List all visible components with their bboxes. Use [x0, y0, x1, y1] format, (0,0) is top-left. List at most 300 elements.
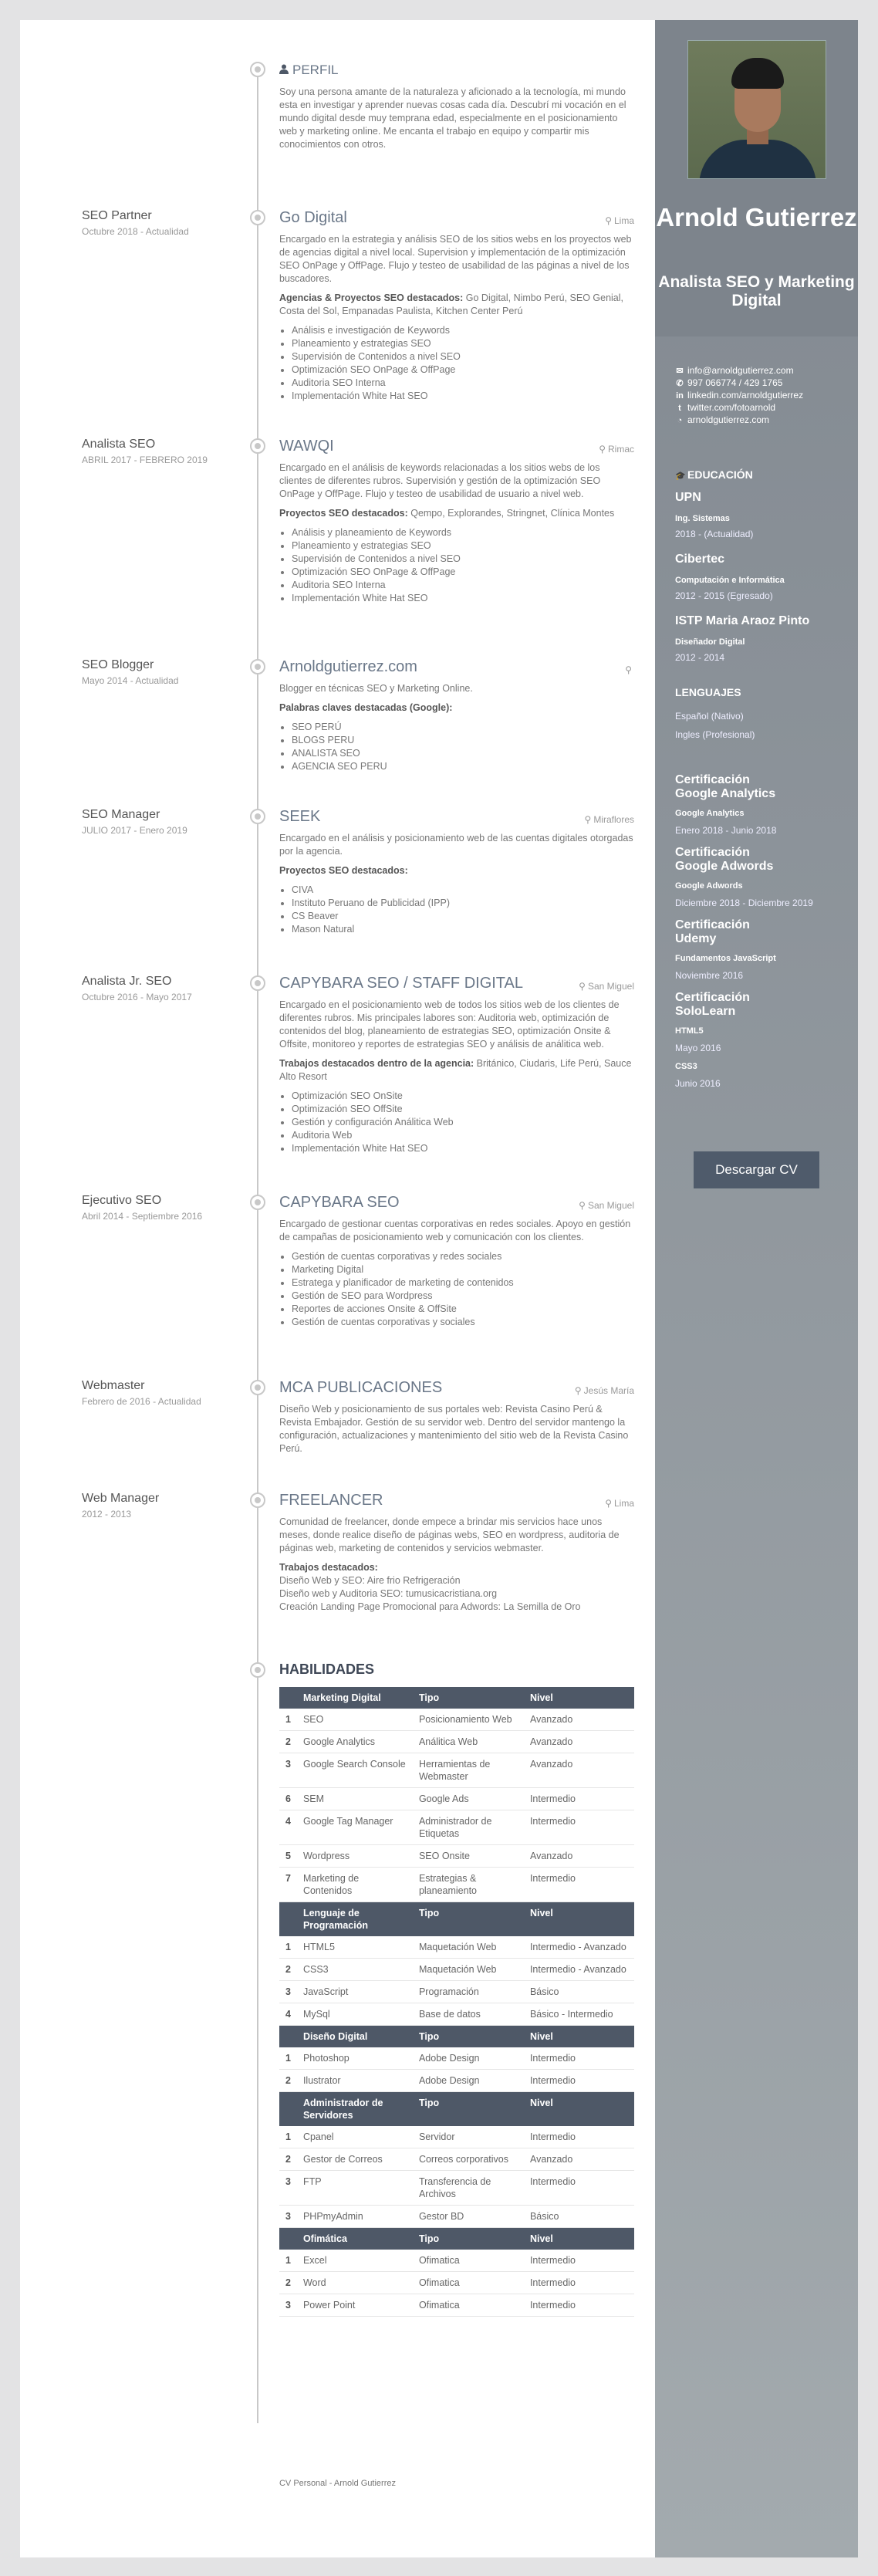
skill-name: SEO [297, 1709, 413, 1731]
company-name: CAPYBARA SEO / STAFF DIGITAL [279, 975, 523, 992]
header-level: Nivel [524, 2026, 634, 2048]
job-tasks [279, 1250, 634, 1329]
skill-row [279, 2171, 634, 2206]
job-task: • Gestión de cuentas corporativas y sociales [292, 1316, 634, 1329]
skill-name: Word [297, 2272, 413, 2294]
job-date: Octubre 2018 - Actualidad [82, 226, 189, 237]
skills-heading: HABILIDADES [279, 1662, 375, 1677]
skill-name: Cpanel [297, 2126, 413, 2148]
job-task: • Auditoria SEO Interna [292, 579, 634, 592]
timeline-dot [250, 659, 265, 674]
cert-dates: Diciembre 2018 - Diciembre 2019 [675, 898, 813, 908]
map-pin-icon: ⚲ [579, 981, 586, 992]
header-type: Tipo [413, 2228, 524, 2250]
skill-name: Gestor de Correos [297, 2148, 413, 2171]
job-task: • Implementación White Hat SEO [292, 592, 634, 605]
group-name: Ofimática [297, 2228, 413, 2250]
skill-index: 2 [279, 1959, 297, 1981]
job-tasks [279, 1090, 634, 1155]
skill-level: Básico [524, 2206, 634, 2228]
skill-index: 5 [279, 1845, 297, 1868]
job-date-block [82, 974, 244, 1003]
job-entry [279, 974, 634, 1155]
skill-level: Básico - Intermedio [524, 2003, 634, 2026]
skill-row [279, 2003, 634, 2026]
project-line: Creación Landing Page Promocional para Adwords: La Semilla de Oro [279, 1601, 581, 1612]
skill-type: Base de datos [413, 2003, 524, 2026]
job-role: Webmaster [82, 1379, 145, 1392]
job-task: • Optimización SEO OffSite [292, 1103, 634, 1116]
cv-page [20, 20, 858, 2557]
job-entry [279, 1491, 634, 1614]
skill-name: PHPmyAdmin [297, 2206, 413, 2228]
skill-type: Adobe Design [413, 2047, 524, 2070]
cert-title: Certificación [675, 918, 750, 931]
skill-level: Avanzado [524, 1845, 634, 1868]
projects-text: Británico, Ciudaris, Life Perú, Sauce Alto Resort [279, 1058, 632, 1082]
envelope-icon: ✉ [676, 367, 684, 376]
cert-dates: Mayo 2016 [675, 1043, 721, 1053]
footer-text: CV Personal - Arnold Gutierrez [279, 2479, 396, 2488]
skill-row [279, 2126, 634, 2148]
skill-name: HTML5 [297, 1936, 413, 1959]
job-date-block [82, 437, 244, 466]
skill-row [279, 2148, 634, 2171]
skill-row [279, 1810, 634, 1845]
skill-index: 4 [279, 2003, 297, 2026]
job-projects [279, 1057, 634, 1083]
location-text: Lima [613, 215, 634, 226]
job-task: • Implementación White Hat SEO [292, 390, 634, 403]
job-task: • Reportes de acciones Onsite & OffSite [292, 1303, 634, 1316]
cert-dates: Enero 2018 - Junio 2018 [675, 825, 777, 836]
skill-row [279, 1936, 634, 1959]
job-company [279, 1378, 634, 1397]
timeline-dot [250, 809, 265, 824]
company-name: CAPYBARA SEO [279, 1194, 400, 1211]
job-company [279, 437, 634, 455]
job-task: • Supervisión de Contenidos a nivel SEO [292, 350, 634, 363]
job-company [279, 208, 634, 227]
skill-type: Administrador de Etiquetas [413, 1810, 524, 1845]
job-date-block [82, 807, 244, 837]
projects-label: Trabajos destacados: [279, 1562, 378, 1573]
cert-name: HTML5 [675, 1026, 704, 1036]
contact-text: 997 066774 / 429 1765 [687, 377, 783, 388]
education-years: 2018 - (Actualidad) [675, 529, 754, 539]
profile-section [279, 60, 634, 151]
education-degree: Computación e Informática [675, 576, 785, 585]
job-date: Febrero de 2016 - Actualidad [82, 1396, 201, 1407]
skill-row [279, 1753, 634, 1788]
map-pin-icon: ⚲ [584, 814, 592, 825]
skill-name: Wordpress [297, 1845, 413, 1868]
skill-level: Intermedio [524, 2250, 634, 2272]
company-name: Arnoldgutierrez.com [279, 658, 417, 675]
skills-group-header [279, 1687, 634, 1709]
skill-row [279, 2272, 634, 2294]
job-task: • Planeamiento y estrategias SEO [292, 337, 634, 350]
job-date: Abril 2014 - Septiembre 2016 [82, 1211, 203, 1222]
cert-dates: Junio 2016 [675, 1078, 721, 1089]
skill-name: Google Tag Manager [297, 1810, 413, 1845]
skill-level: Avanzado [524, 1731, 634, 1753]
skill-row [279, 2070, 634, 2092]
project-line: Diseño web y Auditoria SEO: tumusicacristiana.org [279, 1588, 498, 1599]
location-text: San Miguel [587, 1200, 634, 1211]
group-name: Lenguaje de Programación [297, 1902, 413, 1937]
projects-text: Qempo, Explorandes, Stringnet, Clínica Montes [410, 508, 615, 519]
job-task: • CIVA [292, 884, 634, 897]
job-task: • Gestión y configuración Análitica Web [292, 1116, 634, 1129]
skill-level: Intermedio [524, 2272, 634, 2294]
skill-index: 4 [279, 1810, 297, 1845]
skill-name: Google Analytics [297, 1731, 413, 1753]
user-icon [279, 60, 289, 70]
skill-index: 1 [279, 2250, 297, 2272]
skill-index: 2 [279, 1731, 297, 1753]
job-task: • Planeamiento y estrategias SEO [292, 539, 634, 553]
languages-heading: LENGUAJES [675, 686, 741, 698]
job-task: • Análisis y planeamiento de Keywords [292, 526, 634, 539]
skill-type: Análitica Web [413, 1731, 524, 1753]
skill-type: Adobe Design [413, 2070, 524, 2092]
map-pin-icon: ⚲ [625, 664, 632, 675]
job-task: • Marketing Digital [292, 1263, 634, 1276]
job-role: Ejecutivo SEO [82, 1194, 162, 1207]
skill-type: Correos corporativos [413, 2148, 524, 2171]
contact-text: twitter.com/fotoarnold [687, 402, 776, 413]
skill-type: Gestor BD [413, 2206, 524, 2228]
skill-name: Excel [297, 2250, 413, 2272]
phone-icon: ✆ [676, 379, 684, 388]
cert-title: Google Analytics [675, 787, 776, 800]
skill-level: Intermedio [524, 2047, 634, 2070]
location-text: San Miguel [587, 981, 634, 992]
job-projects [279, 1561, 634, 1574]
job-description: Encargado en el análisis de keywords relacionadas a los sitios webs de los clientes de diferentes rubros. Supervisión y gestión de la optimización SEO OnPage y OffPage. Flujo y testeo de usabilidad de usuario a nivel web. [279, 462, 601, 499]
education-school: Cibertec [675, 553, 725, 566]
skill-index: 7 [279, 1868, 297, 1902]
skill-index: 1 [279, 2047, 297, 2070]
header-index [279, 2228, 297, 2250]
contact-text: info@arnoldgutierrez.com [687, 365, 794, 376]
skill-name: Photoshop [297, 2047, 413, 2070]
contact-text: linkedin.com/arnoldgutierrez [687, 390, 804, 401]
job-description: Diseño Web y posicionamiento de sus portales web: Revista Casino Perú & Revista Embajador. Gestión de su servidor web. Dentro del servidor mantengo la configuración, actualizaciones y mantenimiento del sitio web de la Revista Casino Perú. [279, 1404, 629, 1454]
timeline-dot [250, 210, 265, 225]
header-index [279, 1687, 297, 1709]
cert-title: Certificación [675, 846, 750, 859]
header-type: Tipo [413, 1687, 524, 1709]
job-company [279, 1193, 634, 1212]
skill-row [279, 1845, 634, 1868]
job-entry [279, 208, 634, 403]
job-location [599, 440, 634, 458]
header-index [279, 2026, 297, 2048]
skill-type: Ofimatica [413, 2250, 524, 2272]
timeline-dot [250, 1493, 265, 1508]
company-name: SEEK [279, 808, 321, 825]
skill-name: Google Search Console [297, 1753, 413, 1788]
skill-name: MySql [297, 2003, 413, 2026]
cert-name: Google Adwords [675, 881, 743, 891]
group-name: Diseño Digital [297, 2026, 413, 2048]
company-name: FREELANCER [279, 1492, 383, 1509]
education-degree: Ing. Sistemas [675, 514, 730, 523]
map-pin-icon: ⚲ [579, 1200, 586, 1211]
cert-dates: Noviembre 2016 [675, 970, 744, 981]
skill-type: Herramientas de Webmaster [413, 1753, 524, 1788]
header-level: Nivel [524, 2092, 634, 2127]
profile-heading: PERFIL [279, 60, 634, 79]
timeline-dot [250, 1195, 265, 1210]
project-line: Diseño Web y SEO: Aire frio Refrigeración [279, 1575, 461, 1586]
job-location [605, 211, 634, 230]
education-heading: 🎓 EDUCACIÓN [675, 468, 753, 483]
job-date: Octubre 2016 - Mayo 2017 [82, 992, 192, 1002]
job-task: • Instituto Peruano de Publicidad (IPP) [292, 897, 634, 910]
job-description: Encargado en el análisis y posicionamiento web de las cuentas digitales otorgadas por la agencia. [279, 833, 633, 857]
projects-label: Proyectos SEO destacados: [279, 865, 408, 876]
skill-type: Maquetación Web [413, 1959, 524, 1981]
job-task: • Supervisión de Contenidos a nivel SEO [292, 553, 634, 566]
skill-type: Posicionamiento Web [413, 1709, 524, 1731]
job-tasks [279, 324, 634, 403]
header-level: Nivel [524, 1687, 634, 1709]
header-level: Nivel [524, 2228, 634, 2250]
skill-type: Ofimatica [413, 2272, 524, 2294]
profile-text: Soy una persona amante de la naturaleza y aficionado a la tecnología, mi mundo esta en investigar y aprender nuevas cosas cada día. Descubrí mi vocación en el mundo digital desde muy temprana edad, especialmente en el posicionamiento web y marketing online. Me encanta el trabajo en equipo y compartir mis conocimientos con otros. [279, 86, 626, 150]
skill-level: Intermedio - Avanzado [524, 1936, 634, 1959]
job-date-block [82, 658, 244, 687]
job-role: SEO Blogger [82, 658, 154, 671]
skill-level: Intermedio [524, 1868, 634, 1902]
skill-name: FTP [297, 2171, 413, 2206]
skill-index: 2 [279, 2070, 297, 2092]
cert-title: Udemy [675, 932, 717, 945]
location-text: Jesús María [583, 1385, 634, 1396]
job-task: • Implementación White Hat SEO [292, 1142, 634, 1155]
skill-type: Maquetación Web [413, 1936, 524, 1959]
skill-level: Intermedio [524, 2171, 634, 2206]
job-date: Mayo 2014 - Actualidad [82, 675, 179, 686]
job-projects [279, 864, 634, 877]
job-role: Analista SEO [82, 438, 156, 451]
job-task: • Optimización SEO OnSite [292, 1090, 634, 1103]
skill-name: JavaScript [297, 1981, 413, 2003]
job-company [279, 658, 634, 676]
skills-group-header [279, 2026, 634, 2048]
projects-label: Proyectos SEO destacados: [279, 508, 408, 519]
job-projects [279, 292, 634, 318]
skill-level: Intermedio [524, 1788, 634, 1810]
timeline-dot [250, 438, 265, 454]
job-role: Web Manager [82, 1492, 160, 1505]
language-item: Ingles (Profesional) [675, 729, 755, 740]
skill-level: Intermedio [524, 2126, 634, 2148]
map-pin-icon: ⚲ [599, 444, 606, 455]
job-entry [279, 658, 634, 773]
location-text: Rimac [607, 444, 634, 455]
job-location [625, 661, 634, 679]
skill-level: Intermedio [524, 1810, 634, 1845]
job-role: Analista Jr. SEO [82, 975, 172, 988]
header-index [279, 2092, 297, 2127]
skill-name: Ilustrator [297, 2070, 413, 2092]
skill-name: SEM [297, 1788, 413, 1810]
skill-level: Avanzado [524, 1709, 634, 1731]
timeline-dot [250, 1662, 265, 1678]
header-type: Tipo [413, 2092, 524, 2127]
job-date: JULIO 2017 - Enero 2019 [82, 825, 187, 836]
skills-group-header [279, 1902, 634, 1937]
twitter-icon: t [678, 404, 681, 413]
skill-type: Google Ads [413, 1788, 524, 1810]
job-date: 2012 - 2013 [82, 1509, 132, 1520]
skill-index: 1 [279, 1709, 297, 1731]
job-entry [279, 807, 634, 936]
job-location [605, 1494, 634, 1513]
cert-name: CSS3 [675, 1062, 697, 1071]
job-task: • Análisis e investigación de Keywords [292, 324, 634, 337]
education-school: ISTP Maria Araoz Pinto [675, 614, 810, 627]
map-pin-icon: ⚲ [605, 215, 612, 226]
sidebar [655, 20, 858, 2557]
skill-level: Básico [524, 1981, 634, 2003]
job-date-block [82, 1491, 244, 1520]
job-description: Comunidad de freelancer, donde empece a brindar mis servicios hace unos meses, donde realice diseño de páginas webs, SEO en wordpress, auditoria de páginas web, marketing de contenidos y servicios webmaster. [279, 1516, 620, 1553]
projects-label: Agencias & Proyectos SEO destacados: [279, 292, 464, 303]
skill-type: Servidor [413, 2126, 524, 2148]
projects-text: Go Digital, Nimbo Perú, SEO Genial, Costa del Sol, Empanadas Paulista, Kitchen Center Perú [279, 292, 624, 316]
header-type: Tipo [413, 2026, 524, 2048]
skill-type: Estrategias & planeamiento [413, 1868, 524, 1902]
download-cv-button[interactable]: Descargar CV [694, 1151, 819, 1188]
projects-label: Palabras claves destacadas (Google): [279, 702, 453, 713]
group-name: Administrador de Servidores [297, 2092, 413, 2127]
header-type: Tipo [413, 1902, 524, 1937]
cert-title: Certificación [675, 991, 750, 1004]
job-task: • Auditoria Web [292, 1129, 634, 1142]
cert-title: SoloLearn [675, 1005, 736, 1018]
language-item: Español (Nativo) [675, 711, 744, 722]
skill-index: 6 [279, 1788, 297, 1810]
job-task: • SEO PERÚ [292, 721, 634, 734]
skills-group-header [279, 2092, 634, 2127]
skill-row [279, 2294, 634, 2317]
job-role: SEO Manager [82, 808, 160, 821]
job-description: Encargado de gestionar cuentas corporativas en redes sociales. Apoyo en gestión de campañas de posicionamiento web y comunicación con los clientes. [279, 1219, 631, 1242]
job-tasks [279, 884, 634, 936]
person-name: Arnold Gutierrez [656, 203, 857, 232]
skill-level: Intermedio [524, 2070, 634, 2092]
person-title: Analista SEO y Marketing Digital [658, 273, 855, 309]
job-task: • Gestión de SEO para Wordpress [292, 1290, 634, 1303]
skill-index: 1 [279, 2126, 297, 2148]
job-role: SEO Partner [82, 209, 152, 222]
job-task: • Estratega y planificador de marketing de contenidos [292, 1276, 634, 1290]
job-task: • Mason Natural [292, 923, 634, 936]
skills-group-header [279, 2228, 634, 2250]
skill-row [279, 1731, 634, 1753]
cert-name: Fundamentos JavaScript [675, 954, 776, 963]
timeline-line [257, 66, 258, 2423]
skill-name: Marketing de Contenidos [297, 1868, 413, 1902]
skill-level: Intermedio - Avanzado [524, 1959, 634, 1981]
job-description: Encargado en el posicionamiento web de todos los sitios web de los clientes de diferentes rubros. Mis principales labores son: Auditoria web, optimización de contenidos del blog, planeamiento de estrategias SEO, optimización Onsite & Offsite, monitoreo y reportes de estrategias SEO y análisis de análitica web. [279, 999, 620, 1050]
header-index [279, 1902, 297, 1937]
job-company [279, 807, 634, 826]
skill-row [279, 2250, 634, 2272]
education-school: UPN [675, 491, 701, 504]
map-pin-icon: ⚲ [605, 1498, 612, 1509]
cert-title: Google Adwords [675, 860, 774, 873]
job-location [579, 1196, 634, 1215]
map-pin-icon: ⚲ [574, 1385, 582, 1396]
skill-index: 2 [279, 2272, 297, 2294]
job-task: • ANALISTA SEO [292, 747, 634, 760]
skills-table [279, 1687, 634, 2317]
job-task: • CS Beaver [292, 910, 634, 923]
skill-index: 3 [279, 2206, 297, 2228]
job-company [279, 974, 634, 992]
job-projects [279, 507, 634, 520]
skill-index: 2 [279, 2148, 297, 2171]
skill-type: Ofimatica [413, 2294, 524, 2317]
graduation-cap-icon: 🎓 [675, 472, 686, 481]
skill-level: Avanzado [524, 2148, 634, 2171]
job-task: • AGENCIA SEO PERU [292, 760, 634, 773]
skill-name: Power Point [297, 2294, 413, 2317]
job-date-block [82, 208, 244, 238]
skill-index: 3 [279, 2294, 297, 2317]
skill-row [279, 1959, 634, 1981]
timeline-dot [250, 975, 265, 991]
skill-type: Transferencia de Archivos [413, 2171, 524, 2206]
job-task: • Gestión de cuentas corporativas y redes sociales [292, 1250, 634, 1263]
education-years: 2012 - 2014 [675, 652, 725, 663]
timeline-dot [250, 1380, 265, 1395]
job-company [279, 1491, 634, 1509]
job-task: • BLOGS PERU [292, 734, 634, 747]
job-description: Encargado en la estrategia y análisis SEO de los sitios webs en los proyectos web de agencias digital a nivel local. Supervision y implementación de la optimización SEO OnPage y OffPage. Flujo y testeo de usabilidad de las páginas a nivel de los buscadores. [279, 234, 632, 284]
cert-name: Google Analytics [675, 809, 745, 818]
job-entry [279, 437, 634, 605]
skill-row [279, 1981, 634, 2003]
linkedin-icon: in [676, 391, 684, 401]
job-projects [279, 701, 634, 715]
job-date-block [82, 1378, 244, 1408]
skill-level: Avanzado [524, 1753, 634, 1788]
job-date-block [82, 1193, 244, 1222]
company-name: MCA PUBLICACIONES [279, 1379, 443, 1396]
education-years: 2012 - 2015 (Egresado) [675, 590, 773, 601]
skill-type: Programación [413, 1981, 524, 2003]
job-tasks [279, 721, 634, 773]
job-entry [279, 1193, 634, 1329]
company-name: WAWQI [279, 438, 334, 455]
skill-row [279, 1868, 634, 1902]
skill-row [279, 2206, 634, 2228]
cert-title: Certificación [675, 773, 750, 786]
education-degree: Diseñador Digital [675, 637, 745, 647]
profile-photo [687, 40, 826, 179]
contact-item[interactable] [675, 414, 769, 428]
job-task: • Auditoria SEO Interna [292, 377, 634, 390]
job-tasks [279, 526, 634, 605]
skill-level: Intermedio [524, 2294, 634, 2317]
